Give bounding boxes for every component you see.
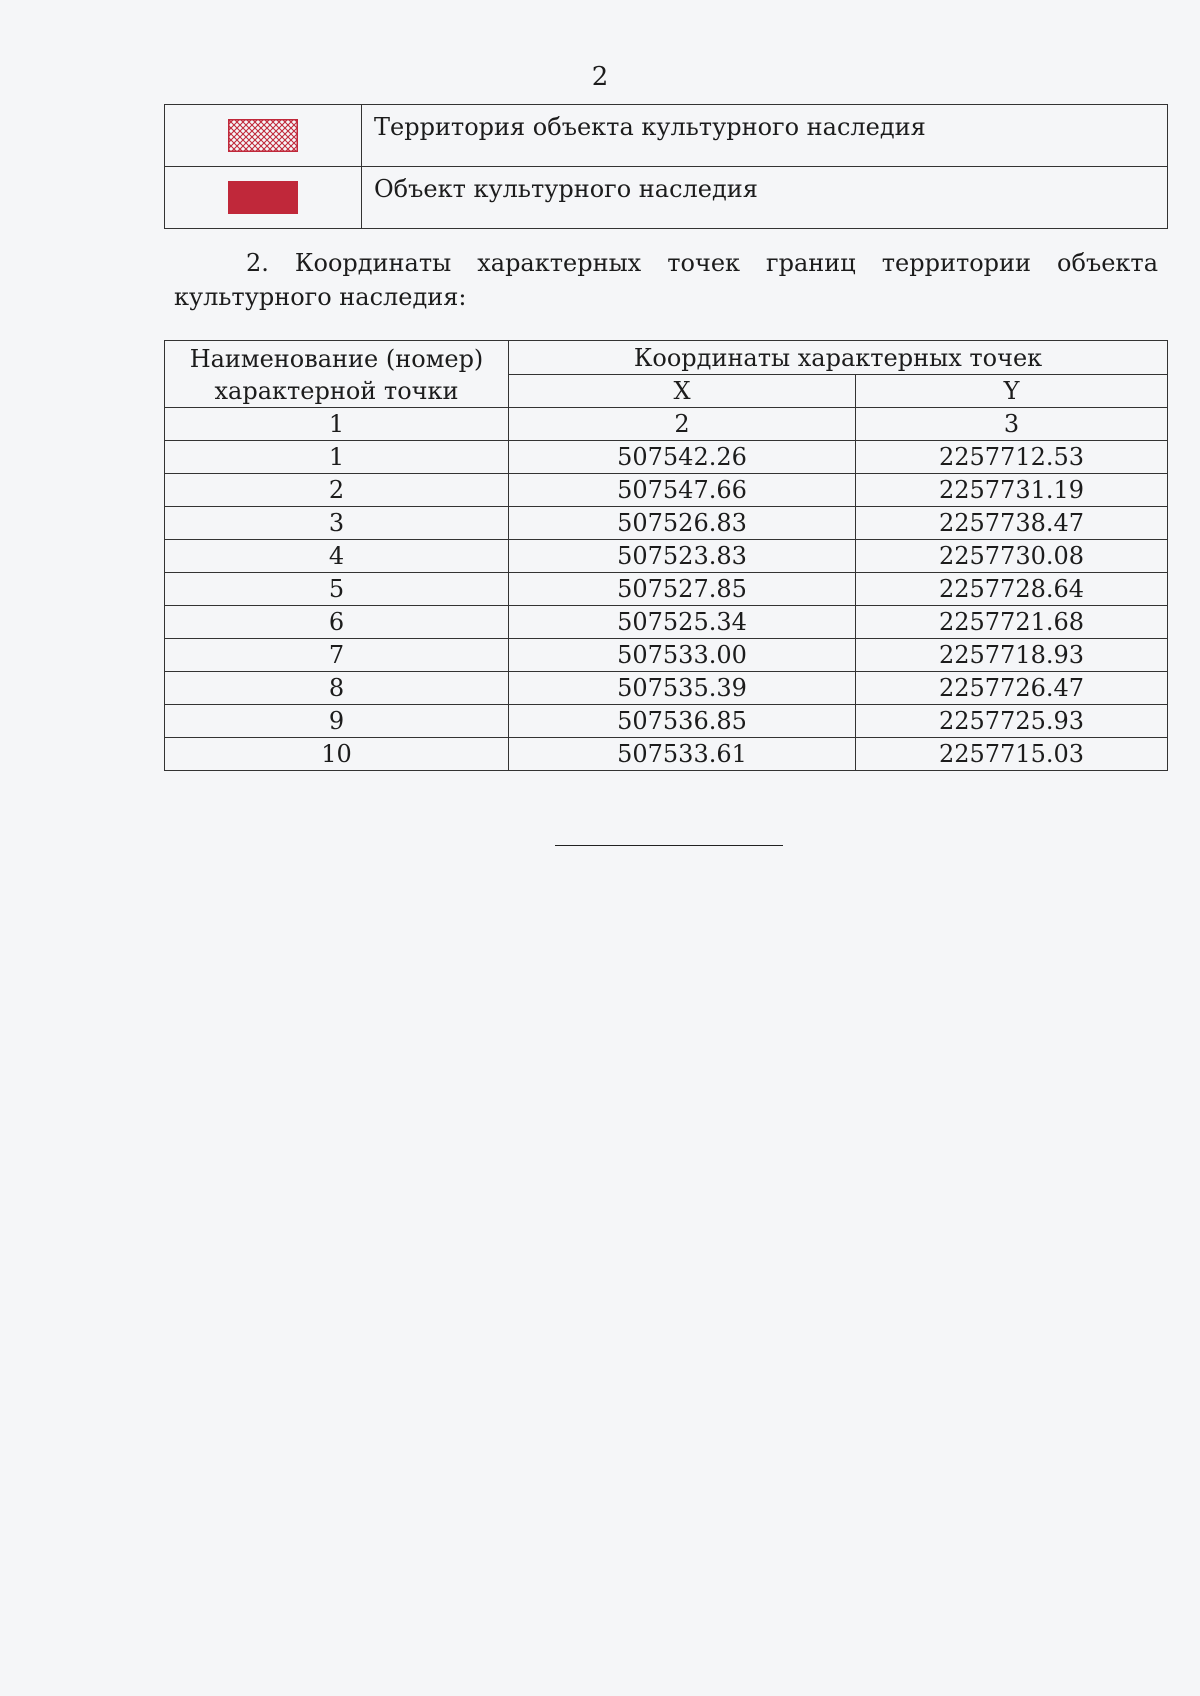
coord-x: 507523.83 xyxy=(509,540,856,573)
coord-y: 2257715.03 xyxy=(856,738,1168,771)
header-y: Y xyxy=(856,375,1168,408)
table-row xyxy=(165,573,1168,606)
table-row xyxy=(165,738,1168,771)
coord-y: 2257726.47 xyxy=(856,672,1168,705)
legend-label: Территория объекта культурного наследия xyxy=(362,105,1168,167)
point-number: 4 xyxy=(165,540,509,573)
crosshatch-territory-icon xyxy=(228,119,298,152)
column-number: 1 xyxy=(165,408,509,441)
coord-y: 2257718.93 xyxy=(856,639,1168,672)
coord-x: 507547.66 xyxy=(509,474,856,507)
legend-symbol-cell xyxy=(165,105,362,167)
coord-y: 2257738.47 xyxy=(856,507,1168,540)
coord-y: 2257725.93 xyxy=(856,705,1168,738)
header-point-name: Наименование (номер) характерной точки xyxy=(165,341,509,408)
table-row xyxy=(165,441,1168,474)
solid-object-icon xyxy=(228,181,298,214)
end-separator-line xyxy=(555,845,783,846)
table-row xyxy=(165,540,1168,573)
coord-y: 2257728.64 xyxy=(856,573,1168,606)
coord-x: 507536.85 xyxy=(509,705,856,738)
paragraph-line-1: 2. Координаты характерных точек границ территории объекта xyxy=(246,249,1158,277)
coord-y: 2257731.19 xyxy=(856,474,1168,507)
point-number: 7 xyxy=(165,639,509,672)
coord-x: 507535.39 xyxy=(509,672,856,705)
column-number-row xyxy=(165,408,1168,441)
legend-row-object xyxy=(165,167,1168,229)
table-row xyxy=(165,705,1168,738)
coord-x: 507533.00 xyxy=(509,639,856,672)
coord-y: 2257721.68 xyxy=(856,606,1168,639)
coord-x: 507533.61 xyxy=(509,738,856,771)
table-header-row xyxy=(165,341,1168,375)
point-number: 6 xyxy=(165,606,509,639)
point-number: 2 xyxy=(165,474,509,507)
point-number: 10 xyxy=(165,738,509,771)
coord-y: 2257712.53 xyxy=(856,441,1168,474)
point-number: 9 xyxy=(165,705,509,738)
table-row xyxy=(165,672,1168,705)
table-row xyxy=(165,606,1168,639)
point-number: 3 xyxy=(165,507,509,540)
section-paragraph xyxy=(174,246,1158,314)
point-number: 5 xyxy=(165,573,509,606)
header-x: X xyxy=(509,375,856,408)
coord-x: 507542.26 xyxy=(509,441,856,474)
paragraph-line-2: культурного наследия: xyxy=(174,283,467,311)
column-number: 2 xyxy=(509,408,856,441)
coord-x: 507527.85 xyxy=(509,573,856,606)
point-number: 8 xyxy=(165,672,509,705)
coordinates-table xyxy=(164,340,1168,771)
table-row xyxy=(165,474,1168,507)
legend-table xyxy=(164,104,1168,229)
page-number: 2 xyxy=(591,62,609,92)
point-number: 1 xyxy=(165,441,509,474)
coord-y: 2257730.08 xyxy=(856,540,1168,573)
table-row xyxy=(165,639,1168,672)
column-number: 3 xyxy=(856,408,1168,441)
coord-x: 507526.83 xyxy=(509,507,856,540)
coord-x: 507525.34 xyxy=(509,606,856,639)
legend-row-territory xyxy=(165,105,1168,167)
header-coordinates: Координаты характерных точек xyxy=(509,341,1168,375)
table-row xyxy=(165,507,1168,540)
legend-symbol-cell xyxy=(165,167,362,229)
legend-label: Объект культурного наследия xyxy=(362,167,1168,229)
